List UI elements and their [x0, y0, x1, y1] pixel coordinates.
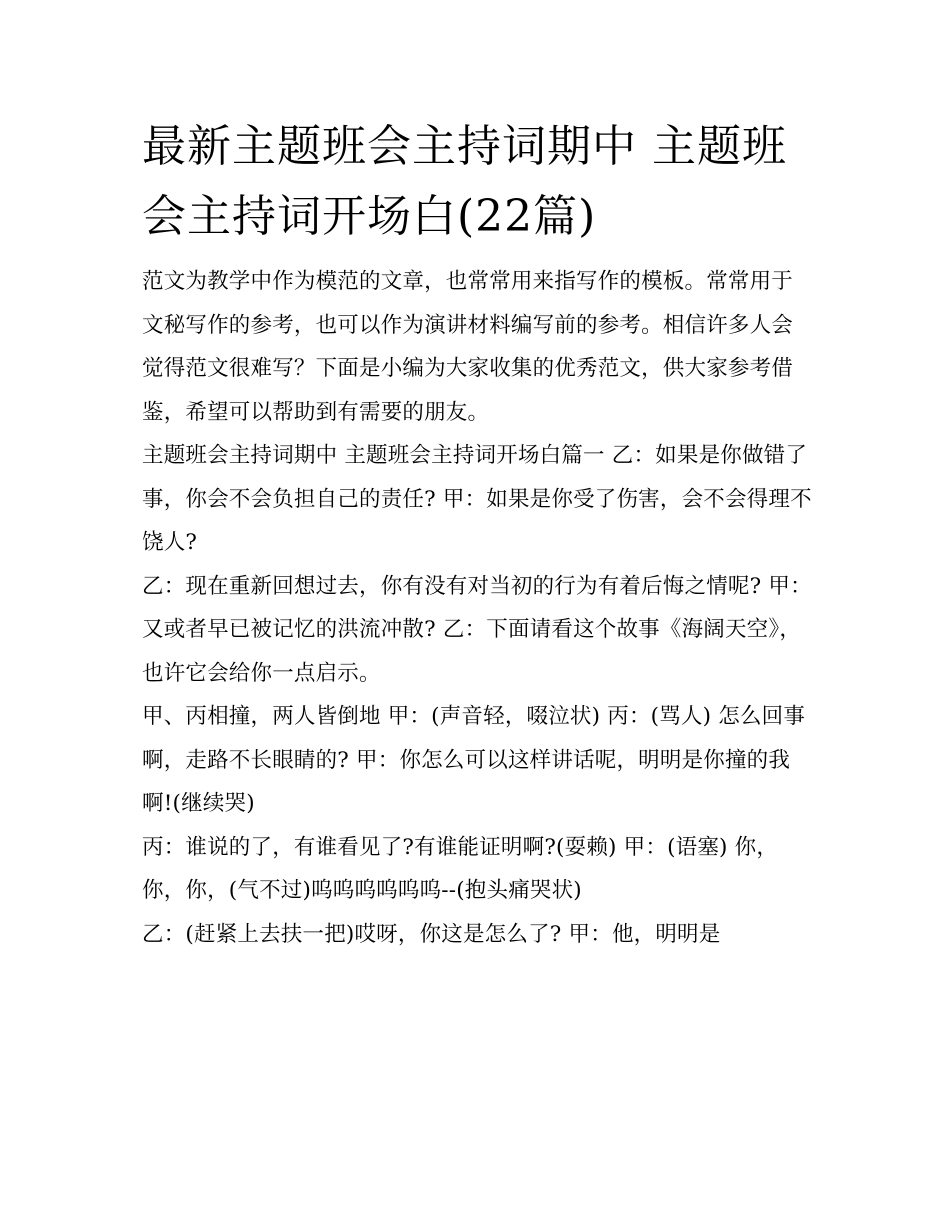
document-page [142, 112, 814, 956]
paragraph-1: 主题班会主持词期中 主题班会主持词开场白篇一 乙：如果是你做错了事，你会不会负担自己的责任? 甲：如果是你受了伤害，会不会得理不饶人? [142, 443, 812, 555]
paragraph-intro: 范文为教学中作为模范的文章，也常常用来指写作的模板。常常用于文秘写作的参考，也可以作为演讲材料编写前的参考。相信许多人会觉得范文很难写？下面是小编为大家收集的优秀范文，供大家参考借鉴，希望可以帮助到有需要的朋友。 [142, 269, 794, 425]
paragraph-4: 丙：谁说的了，有谁看见了?有谁能证明啊?(耍赖) 甲：(语塞) 你，你，你，(气不过)呜呜呜呜呜呜--(抱头痛哭状) [142, 834, 779, 903]
paragraph-3: 甲、丙相撞，两人皆倒地 甲：(声音轻，啜泣状) 丙：(骂人) 怎么回事啊，走路不长眼睛的? 甲：你怎么可以这样讲话呢，明明是你撞的我啊!(继续哭) [142, 704, 806, 816]
document-title: 最新主题班会主持词期中 主题班会主持词开场白(22篇) [142, 121, 787, 242]
paragraph-2: 乙：现在重新回想过去，你有没有对当初的行为有着后悔之情呢? 甲：又或者早已被记忆的洪流冲散? 乙：下面请看这个故事《海阔天空》，也许它会给你一点启示。 [142, 573, 812, 686]
paragraph-5: 乙：(赶紧上去扶一把)哎呀，你这是怎么了? 甲：他，明明是 [142, 921, 721, 947]
